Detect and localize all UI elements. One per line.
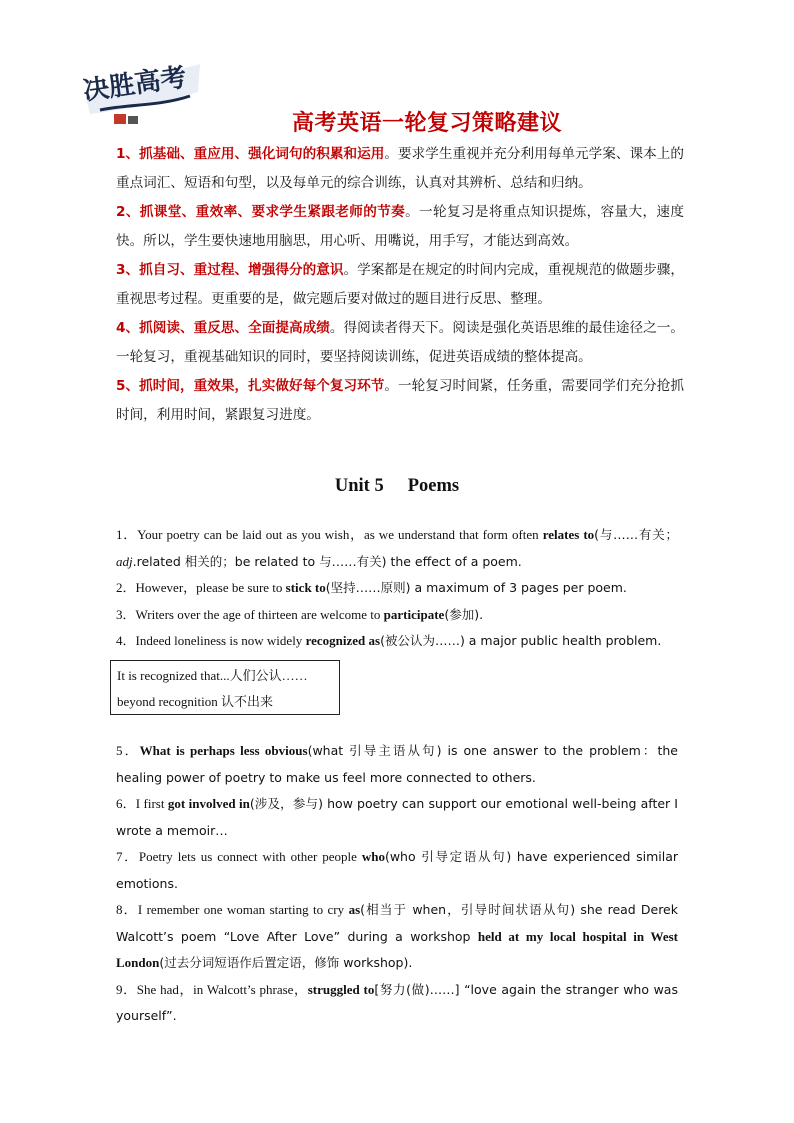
item-text: 4．Indeed loneliness is now widely — [116, 633, 306, 648]
item-note: (与……有关； — [594, 527, 678, 542]
item-note: .related 相关的；be related to 与……有关) the effect of a poem. — [132, 553, 522, 569]
list-item — [116, 602, 678, 629]
strategy-heading: 1、抓基础、重应用、强化词句的积累和运用 — [116, 146, 385, 162]
page-title: 高考英语一轮复习策略建议 — [291, 111, 562, 136]
strategy-text: 。一轮复习时间紧，任务重，需要同学们充分抢抓时间，利用时间，紧跟复习进度。 — [116, 378, 684, 423]
key-phrase: who — [361, 849, 385, 864]
vocab-list — [116, 522, 678, 655]
strategy-text: 。得阅读者得天下。阅读是强化英语思维的最佳途径之一。一轮复习，重视基础知识的同时，要坚持阅读训练，促进英语成绩的整体提高。 — [116, 320, 684, 365]
list-item — [116, 977, 678, 1030]
item-text: 5． — [116, 743, 140, 758]
key-phrase: as — [348, 902, 361, 917]
list-item — [116, 897, 678, 977]
item-note: (过去分词短语作后置定语，修饰 workshop). — [159, 955, 413, 970]
note-line: It is recognized that...人们公认…… — [117, 668, 308, 683]
key-phrase: held at my local hospital in West London — [116, 928, 678, 970]
strategy-item — [116, 256, 684, 314]
strategy-heading: 5、抓时间，重效果，扎实做好每个复习环节 — [116, 378, 385, 394]
item-pos: adj — [116, 553, 133, 569]
item-text: 2．However，please be sure to — [116, 580, 286, 595]
strategy-list — [116, 140, 684, 430]
list-item — [116, 844, 678, 897]
logo-text: 决胜高考 — [81, 62, 189, 107]
strategy-text: 。要求学生重视并充分利用每单元学案、课本上的重点词汇、短语和句型，以及每单元的综合训练，认真对其辨析、总结和归纳。 — [116, 146, 684, 191]
item-note: [努力(做)……] “love again the stranger who was yourself”. — [116, 981, 678, 1023]
unit-label: Unit 5 — [334, 476, 384, 496]
item-text: 7．Poetry lets us connect with other people — [116, 849, 362, 864]
strategy-heading: 2、抓课堂、重效率、要求学生紧跟老师的节奏 — [116, 204, 406, 220]
item-note: (坚持……原则) a maximum of 3 pages per poem. — [325, 580, 627, 595]
key-phrase: What is perhaps less obvious — [139, 743, 308, 758]
strategy-item — [116, 198, 684, 256]
key-phrase: got involved in — [167, 796, 250, 811]
key-phrase: relates to — [542, 527, 595, 542]
strategy-item — [116, 372, 684, 430]
unit-name: Poems — [407, 476, 460, 496]
item-text: 9．She had，in Walcott’s phrase， — [116, 981, 308, 997]
strategy-heading: 4、抓阅读、重反思、全面提高成绩 — [116, 320, 330, 336]
item-note: (who 引导定语从句) have experienced similar emotions. — [116, 849, 678, 891]
item-text: 6．I first — [116, 796, 168, 811]
vocab-list-continued — [116, 738, 678, 1030]
unit-title — [0, 476, 794, 497]
item-note: (what 引导主语从句) is one answer to the problem：the healing power of poetry to make us feel more connected to others. — [116, 743, 678, 785]
key-phrase: participate — [383, 606, 445, 622]
list-item — [116, 522, 678, 575]
item-text: 1．Your poetry can be laid out as you wish，as we understand that form often — [116, 527, 543, 542]
item-note: (参加). — [444, 606, 484, 622]
strategy-text: 。一轮复习是将重点知识提炼，容量大，速度快。所以，学生要快速地用脑思，用心听、用嘴说，用手写，才能达到高效。 — [116, 204, 684, 249]
key-phrase: stick to — [285, 580, 326, 595]
strategy-item — [116, 314, 684, 372]
strategy-text: 。学案都是在规定的时间内完成，重视规范的做题步骤，重视思考过程。更重要的是，做完题后要对做过的题目进行反思、整理。 — [116, 262, 684, 307]
list-item — [116, 575, 678, 602]
list-item — [116, 628, 678, 655]
strategy-item — [116, 140, 684, 198]
item-note: (涉及，参与) how poetry can support our emotional well-being after I wrote a memoir… — [116, 796, 678, 838]
key-phrase: recognized as — [305, 633, 381, 648]
item-note: (相当于 when，引导时间状语从句) she read Derek Walcott’s poem “Love After Love” during a workshop — [116, 902, 678, 944]
note-box — [110, 660, 340, 715]
list-item — [116, 791, 678, 844]
note-line: beyond recognition 认不出来 — [117, 694, 273, 709]
strategy-heading: 3、抓自习、重过程、增强得分的意识 — [116, 262, 344, 278]
key-phrase: struggled to — [307, 981, 375, 997]
list-item — [116, 738, 678, 791]
item-text: 3．Writers over the age of thirteen are welcome to — [116, 606, 384, 622]
item-note: (被公认为……) a major public health problem. — [380, 633, 662, 648]
item-text: 8．I remember one woman starting to cry — [116, 902, 349, 917]
